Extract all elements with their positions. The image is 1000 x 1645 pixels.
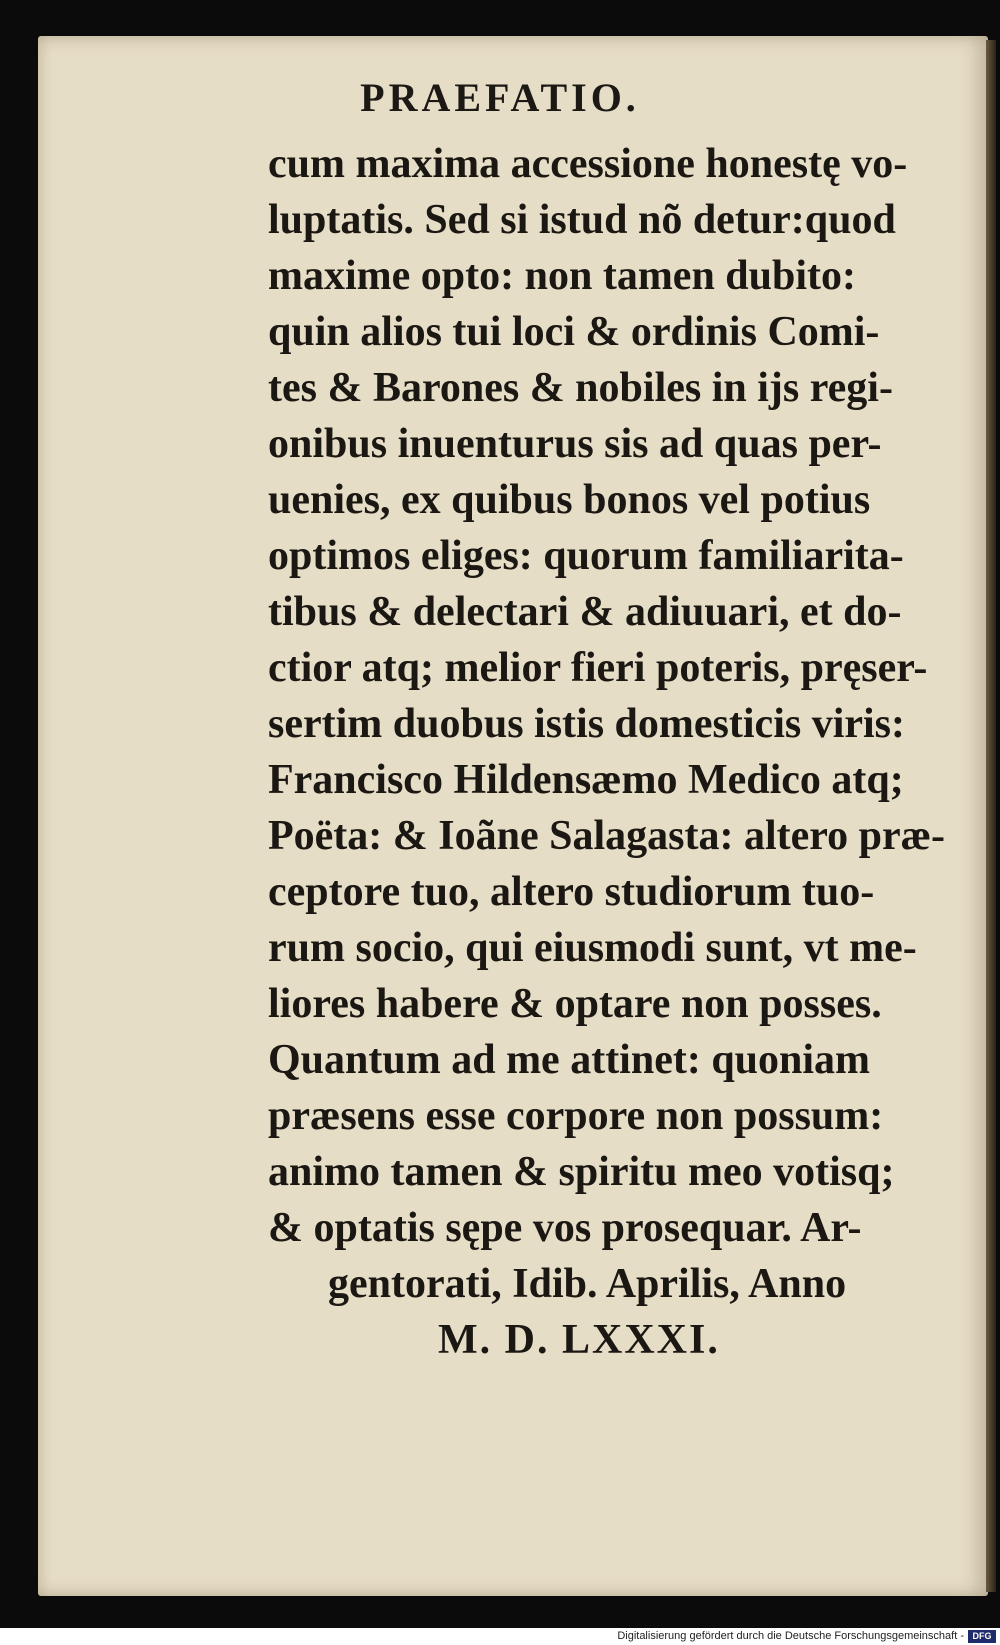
text-line: præsens esse corpore non possum:: [268, 1093, 884, 1139]
text-line: quin alios tui loci & ordinis Comi-: [268, 309, 880, 355]
text-line: ctior atq; melior fieri poteris, pręser-: [268, 645, 928, 691]
text-line: Quantum ad me attinet: quoniam: [268, 1037, 871, 1083]
year-line: M. D. LXXXI.: [438, 1317, 720, 1363]
dfg-logo: DFG: [968, 1630, 996, 1643]
text-line: sertim duobus istis domesticis viris:: [268, 701, 906, 747]
text-line: uenies, ex quibus bonos vel potius: [268, 477, 871, 523]
text-line: animo tamen & spiritu meo votisq;: [268, 1149, 895, 1195]
page-header: PRAEFATIO.: [360, 75, 640, 120]
text-line: maxime opto: non tamen dubito:: [268, 253, 857, 299]
body-text: [268, 136, 945, 1368]
text-line: rum socio, qui eiusmodi sunt, vt me-: [268, 925, 917, 971]
text-line: Francisco Hildensæmo Medico atq;: [268, 757, 904, 803]
text-line: & optatis sępe vos prosequar. Ar-: [268, 1205, 862, 1251]
text-line: onibus inuenturus sis ad quas per-: [268, 421, 882, 467]
text-line: tes & Barones & nobiles in ijs regi-: [268, 365, 893, 411]
footer-credit: Digitalisierung gefördert durch die Deutsche Forschungsgemeinschaft -: [617, 1630, 964, 1642]
page-edge: [986, 40, 996, 1592]
text-line: cum maxima accessione honestę vo-: [268, 141, 908, 187]
text-line: luptatis. Sed si istud nõ detur:quod: [268, 197, 896, 243]
text-line: ceptore tuo, altero studiorum tuo-: [268, 869, 875, 915]
text-line: tibus & delectari & adiuuari, et do-: [268, 589, 902, 635]
text-line: Poëta: & Ioãne Salagasta: altero præ-: [268, 813, 945, 859]
date-line: gentorati, Idib. Aprilis, Anno: [328, 1261, 847, 1307]
text-line: optimos eliges: quorum familiarita-: [268, 533, 904, 579]
text-line: liores habere & optare non posses.: [268, 981, 882, 1027]
